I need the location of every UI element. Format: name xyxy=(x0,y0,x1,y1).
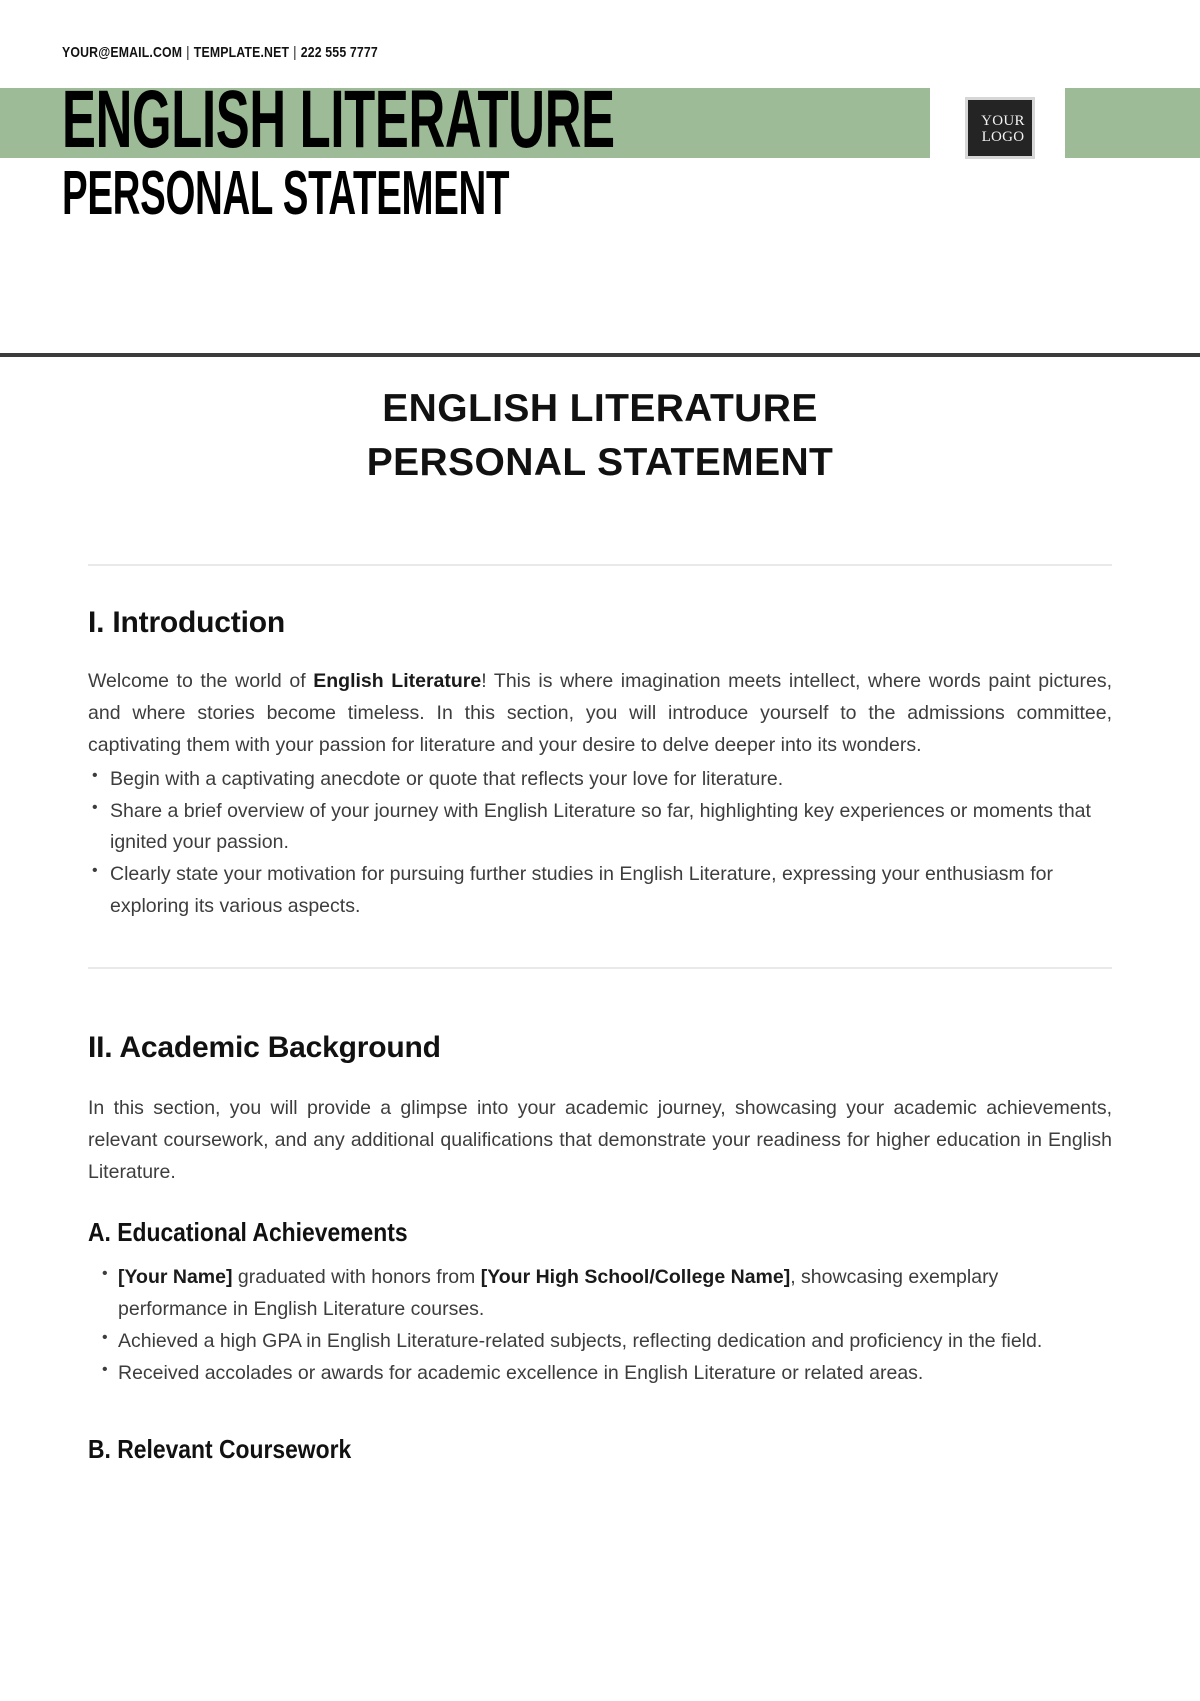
contact-website: TEMPLATE.NET xyxy=(193,44,290,61)
section-heading-academic-background: II. Academic Background xyxy=(88,1031,441,1065)
section-academic-background xyxy=(0,969,1200,1465)
masthead-title-block xyxy=(62,74,953,228)
subsection-heading-educational-achievements: A. Educational Achievements xyxy=(88,1217,408,1248)
introduction-bullet-list xyxy=(88,762,1112,924)
list-item: • Begin with a captivating anecdote or quote that reflects your love for literature. xyxy=(88,764,1112,796)
logo-text-line1: YOUR xyxy=(981,113,1025,129)
contact-line xyxy=(62,44,995,61)
academic-background-paragraph: In this section, you will provide a glimpse into your academic journey, showcasing your academic achievements, relevant coursework, and any additional qualifications that demonstrate your readiness for higher education in English Literature. xyxy=(88,1097,1112,1184)
contact-email: YOUR@EMAIL.COM xyxy=(62,44,183,61)
page-title-line2: PERSONAL STATEMENT xyxy=(366,440,834,484)
document-body xyxy=(0,270,1200,1465)
bullet1-mid-text: graduated with honors from xyxy=(232,1266,481,1289)
page-title xyxy=(0,270,1200,490)
masthead-accent-bar-right xyxy=(1065,88,1200,158)
logo-text-line2: LOGO xyxy=(981,128,1025,145)
introduction-paragraph-part2: ! This is where imagination meets intellect, where words paint pictures, and where stories become timeless. In this section, you will introduce yourself to the admissions committee, captivating them with your passion for literature and your desire to delve deeper into its wonders. xyxy=(88,669,1113,756)
logo-text xyxy=(974,100,1032,146)
subsection-heading-relevant-coursework: B. Relevant Coursework xyxy=(88,1434,352,1465)
contact-phone: 222 555 7777 xyxy=(300,44,378,61)
introduction-paragraph xyxy=(88,640,1112,762)
list-item: • Achieved a high GPA in English Literature-related subjects, reflecting dedication and proficiency in the field. xyxy=(98,1326,1112,1358)
list-item: • Received accolades or awards for academic excellence in English Literature or related areas. xyxy=(98,1358,1112,1390)
list-item: • Share a brief overview of your journey with English Literature so far, highlighting key experiences or moments that ignited your passion. xyxy=(88,796,1112,860)
bullet1-end-text: , showcasing exemplary performance in English Literature courses. xyxy=(118,1266,999,1321)
masthead xyxy=(0,74,1200,233)
contact-separator-1: | xyxy=(186,44,190,61)
placeholder-school-name: [Your High School/College Name] xyxy=(480,1266,791,1289)
contact-separator-2: | xyxy=(293,44,297,61)
section-introduction xyxy=(0,566,1200,924)
section-heading-introduction: I. Introduction xyxy=(88,605,285,639)
page-title-line1: ENGLISH LITERATURE xyxy=(382,387,818,430)
logo-placeholder xyxy=(965,97,1035,159)
introduction-paragraph-bold: English Literature xyxy=(313,669,482,692)
list-item xyxy=(98,1262,1112,1326)
educational-achievements-bullet-list xyxy=(88,1248,1112,1390)
introduction-paragraph-part1: Welcome to the world of xyxy=(88,669,314,692)
placeholder-your-name: [Your Name] xyxy=(118,1266,233,1289)
list-item: • Clearly state your motivation for pursuing further studies in English Literature, expressing your enthusiasm for exploring its various aspects. xyxy=(88,859,1112,923)
masthead-title-line2: PERSONAL STATEMENT xyxy=(62,158,510,228)
masthead-title-line1: ENGLISH LITERATURE xyxy=(62,74,615,165)
header-contact-bar xyxy=(0,0,1200,61)
